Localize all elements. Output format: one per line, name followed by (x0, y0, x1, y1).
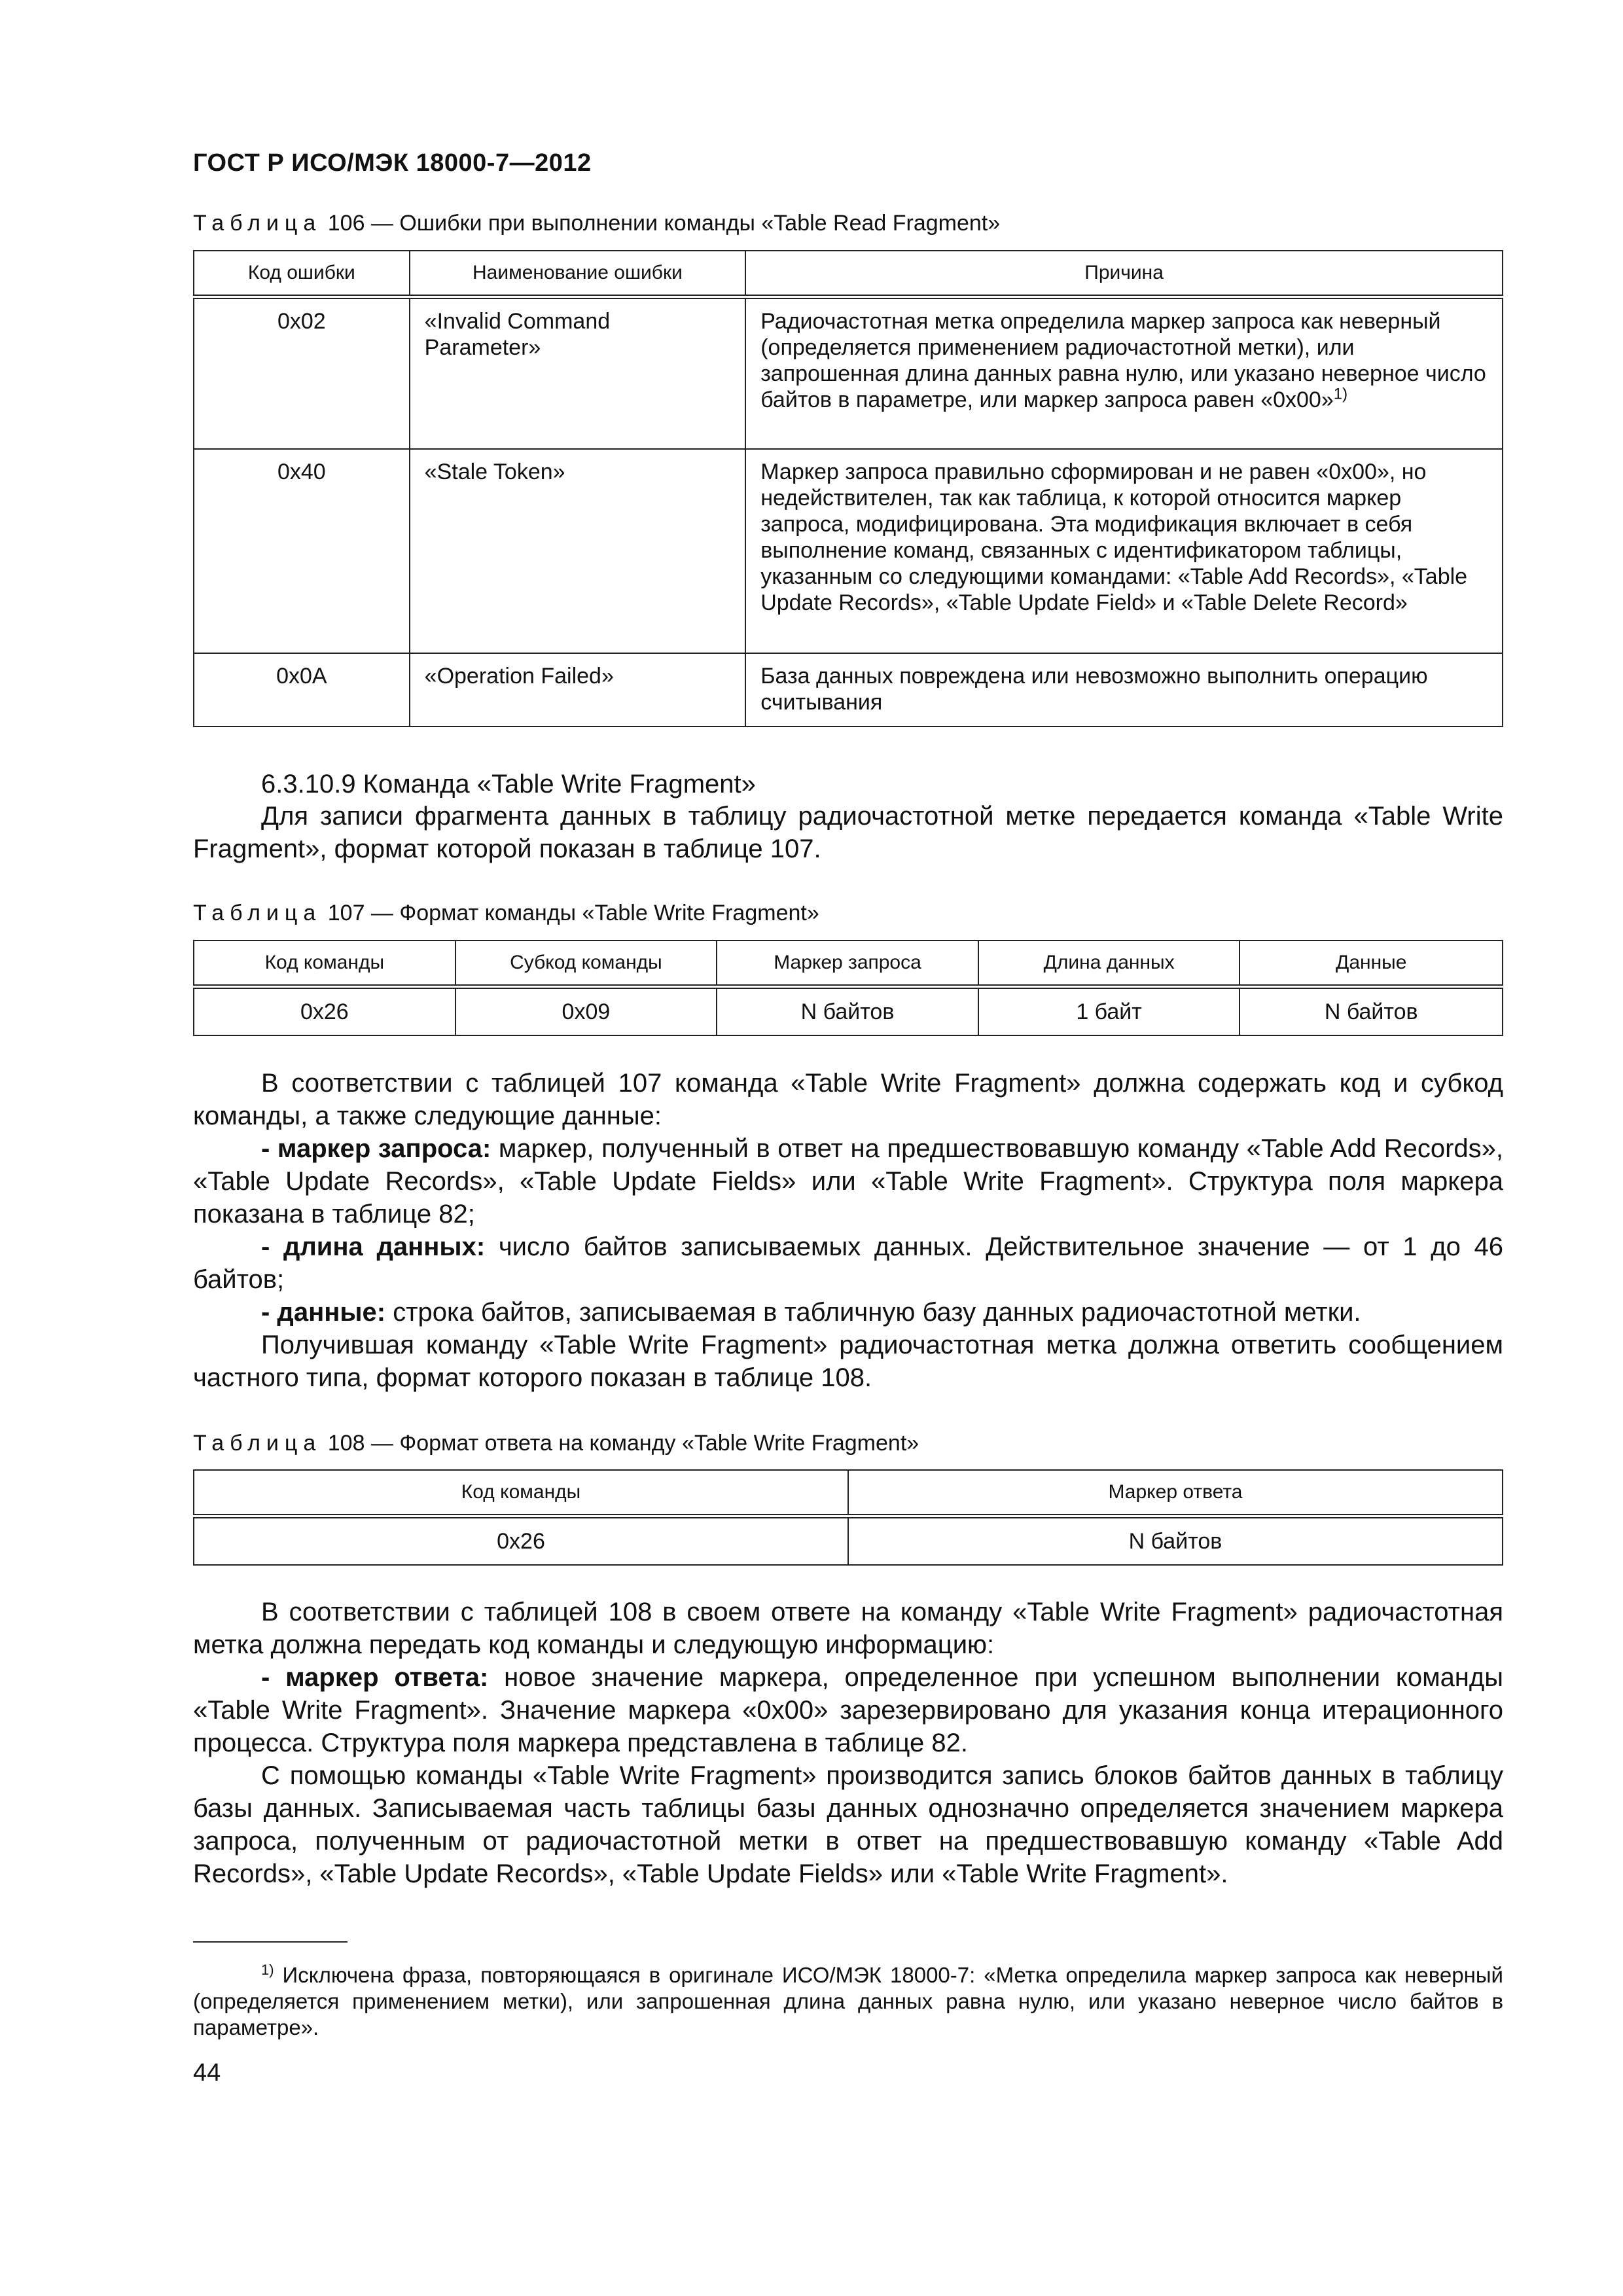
table-caption-word: Таблица (193, 901, 322, 925)
column-header: Код команды (194, 941, 455, 987)
column-header: Субкод команды (455, 941, 717, 987)
column-header: Маркер запроса (717, 941, 978, 987)
paragraph: Для записи фрагмента данных в таблицу радиочастотной метке передается команда «Table Write Fragment», формат которой показан в таблице 107. (193, 802, 1503, 863)
footnote-text: Исключена фраза, повторяющаяся в оригинале ИСО/МЭК 18000-7: «Метка определила маркер запроса как неверный (определяется применением метки), или запрошенная длина данных равна нулю, или указано неверное число байтов в параметре». (193, 1963, 1503, 2039)
error-code-cell: 0x02 (194, 297, 410, 449)
column-header: Код команды (194, 1470, 848, 1516)
error-name-cell: «Stale Token» (410, 449, 746, 653)
table-caption-text: 106 — Ошибки при выполнении команды «Table Read Fragment» (321, 211, 1001, 236)
footnote-mark: 1) (261, 1962, 274, 1978)
table-cell: N байтов (1240, 987, 1503, 1036)
definition: число байтов записываемых данных. Действительное значение — от 1 до 46 байтов; (193, 1232, 1503, 1294)
column-header: Причина (745, 251, 1503, 297)
list-item (193, 1296, 1503, 1329)
table-row (194, 1516, 1503, 1566)
error-reason-cell: База данных повреждена или невозможно выполнить операцию считывания (745, 653, 1503, 726)
table-cell: 0x26 (194, 1516, 848, 1566)
paragraph: Получившая команду «Table Write Fragment» радиочастотная метка должна ответить сообщением частного типа, формат которого показан в таблице 108. (193, 1331, 1503, 1392)
table-row (194, 653, 1503, 726)
term: - маркер запроса: (261, 1134, 491, 1163)
error-code-cell: 0x0A (194, 653, 410, 726)
table-header-row (194, 941, 1503, 987)
paragraph: В соответствии с таблицей 108 в своем ответе на команду «Table Write Fragment» радиочастотная метка должна передать код команды и следующую информацию: (193, 1598, 1503, 1659)
document-header: ГОСТ Р ИСО/МЭК 18000-7—2012 (193, 149, 592, 177)
table-108 (193, 1469, 1503, 1566)
error-name-cell: «Invalid Command Parameter» (410, 297, 746, 449)
column-header: Код ошибки (194, 251, 410, 297)
table-107 (193, 940, 1503, 1036)
table-caption-text: 107 — Формат команды «Table Write Fragment» (321, 901, 819, 925)
column-header: Наименование ошибки (410, 251, 746, 297)
error-code-cell: 0x40 (194, 449, 410, 653)
body-text-2 (193, 1596, 1503, 1890)
column-header: Маркер ответа (848, 1470, 1503, 1516)
paragraph: В соответствии с таблицей 107 команда «Table Write Fragment» должна содержать код и субкод команды, а также следующие данные: (193, 1069, 1503, 1130)
list-item (193, 1230, 1503, 1296)
list-item (193, 1132, 1503, 1230)
error-reason-cell: Маркер запроса правильно сформирован и не равен «0x00», но недействителен, так как таблица, к которой относится маркер запроса, модифицирована. Эта модификация включает в себя выполнение команд, связанных с идентификатором таблицы, указанным со следующими командами: «Table Add Records», «Table Update Records», «Table Update Field» и «Table Delete Record» (745, 449, 1503, 653)
table-cell: 0x09 (455, 987, 717, 1036)
section-intro (193, 800, 1503, 865)
table-row (194, 987, 1503, 1036)
term: - данные: (261, 1298, 386, 1327)
table-cell: N байтов (848, 1516, 1503, 1566)
table-cell: N байтов (717, 987, 978, 1036)
definition: маркер, полученный в ответ на предшествовавшую команду «Table Add Records», «Table Update Records», «Table Update Fields» или «Table Write Fragment». Структура поля маркера показана в таблице 82; (193, 1134, 1504, 1229)
paragraph: С помощью команды «Table Write Fragment» производится запись блоков байтов данных в таблицу базы данных. Записываемая часть таблицы базы данных однозначно определяется значением маркера запроса, полученным от радиочастотной метки в ответ на предшествовавшую команду «Table Add Records», «Table Update Records», «Table Update Fields» или «Table Write Fragment». (193, 1761, 1503, 1888)
table-107-caption (193, 901, 819, 926)
term: - маркер ответа: (261, 1663, 489, 1692)
table-header-row (194, 251, 1503, 297)
table-row (194, 449, 1503, 653)
error-name-cell: «Operation Failed» (410, 653, 746, 726)
list-item (193, 1661, 1503, 1759)
table-row (194, 297, 1503, 449)
table-cell: 1 байт (978, 987, 1240, 1036)
footnote-ref: 1) (1333, 385, 1348, 403)
table-caption-word: Таблица (193, 211, 322, 236)
definition: новое значение маркера, определенное при успешном выполнении команды «Table Write Fragment». Значение маркера «0x00» зарезервировано для указания конца итерационного процесса. Структура поля маркера представлена в таблице 82. (193, 1663, 1503, 1757)
section-heading: 6.3.10.9 Команда «Table Write Fragment» (261, 770, 756, 798)
table-106-caption (193, 211, 1000, 236)
table-108-caption (193, 1431, 919, 1456)
page-number: 44 (193, 2059, 221, 2087)
error-reason-cell (745, 297, 1503, 449)
table-cell: 0x26 (194, 987, 455, 1036)
footnote-separator (193, 1941, 348, 1943)
column-header: Длина данных (978, 941, 1240, 987)
definition: строка байтов, записываемая в табличную базу данных радиочастотной метки. (385, 1298, 1361, 1327)
table-caption-text: 108 — Формат ответа на команду «Table Write Fragment» (321, 1431, 919, 1456)
table-header-row (194, 1470, 1503, 1516)
column-header: Данные (1240, 941, 1503, 987)
body-text-1 (193, 1067, 1503, 1394)
table-caption-word: Таблица (193, 1431, 322, 1456)
term: - длина данных: (261, 1232, 486, 1261)
footnote (193, 1957, 1503, 2041)
reason-text: Радиочастотная метка определила маркер запроса как неверный (определяется применением радиочастотной метки), или запрошенная длина данных равна нулю, или указано неверное число байтов в параметре, или маркер запроса равен «0x00» (760, 309, 1486, 412)
table-106 (193, 250, 1503, 727)
